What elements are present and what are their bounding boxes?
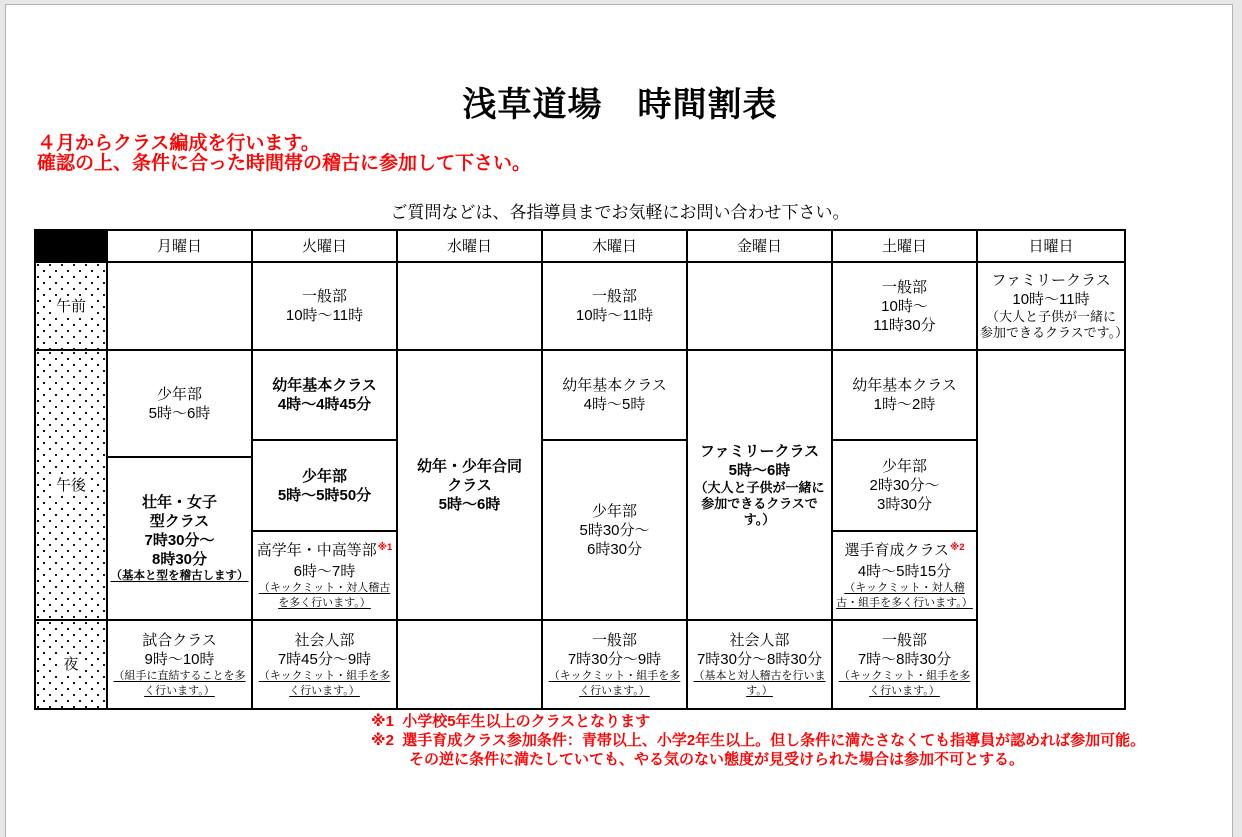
footnote-2: ※2 選手育成クラス参加条件：青帯以上、小学2年生以上。但し条件に満たさなくても指導員が認めれば参加可能。: [371, 732, 1146, 749]
cell-saturday-afternoon-2: 少年部 2時30分〜 3時30分: [833, 441, 978, 532]
document-page: [5, 4, 1233, 837]
cell-tuesday-afternoon-1: 幼年基本クラス 4時〜4時45分: [253, 351, 398, 441]
cell-tuesday-night: 社会人部 7時45分〜9時 （キックミット・組手を多く行います。）: [253, 621, 398, 710]
footnote-1: ※1 小学校5年生以上のクラスとなります: [371, 713, 651, 730]
notice-line-2: 確認の上、条件に合った時間帯の稽古に参加して下さい。: [37, 153, 532, 174]
header-friday: 金曜日: [688, 231, 833, 263]
cell-monday-morning-empty: [108, 263, 253, 351]
header-sunday: 日曜日: [978, 231, 1126, 263]
cell-friday-afternoon: ファミリークラス 5時〜6時 （大人と子供が一緒に参加できるクラスです。）: [688, 351, 833, 621]
header-corner-cell: [36, 231, 108, 263]
cell-friday-morning-empty: [688, 263, 833, 351]
cell-tuesday-afternoon-2: 少年部 5時〜5時50分: [253, 441, 398, 532]
period-night: 夜: [36, 621, 108, 710]
cell-monday-afternoon-1: 少年部 5時〜6時: [108, 351, 253, 458]
footnote-ref-1: ※1: [377, 541, 393, 553]
cell-friday-night: 社会人部 7時30分〜8時30分 （基本と対人稽古を行います。）: [688, 621, 833, 710]
cell-sunday-morning: ファミリークラス 10時〜11時 （大人と子供が一緒に参加できるクラスです。）: [978, 263, 1126, 351]
cell-sunday-afternoon-night-empty: [978, 351, 1126, 710]
cell-thursday-afternoon-1: 幼年基本クラス 4時〜5時: [543, 351, 688, 441]
page-title: 浅草道場 時間割表: [462, 86, 778, 124]
cell-saturday-afternoon-3: 選手育成クラス$^{※2}$ 4時〜5時15分 （キックミット・対人稽古・組手を多く行います。）: [833, 532, 978, 621]
timetable: [34, 229, 1129, 710]
cell-monday-night: 試合クラス 9時〜10時 （組手に直結することを多く行います。）: [108, 621, 253, 710]
period-morning: 午前: [36, 263, 108, 351]
header-thursday: 木曜日: [543, 231, 688, 263]
header-monday: 月曜日: [108, 231, 253, 263]
contact-note: ご質問などは、各指導員までお気軽にお問い合わせ下さい。: [390, 203, 850, 222]
cell-thursday-afternoon-2: 少年部 5時30分〜 6時30分: [543, 441, 688, 621]
header-wednesday: 水曜日: [398, 231, 543, 263]
cell-wednesday-afternoon: 幼年・少年合同 クラス 5時〜6時: [398, 351, 543, 621]
cell-wednesday-morning-empty: [398, 263, 543, 351]
period-afternoon: 午後: [36, 351, 108, 621]
cell-saturday-night: 一般部 7時〜8時30分 （キックミット・組手を多く行います。）: [833, 621, 978, 710]
cell-thursday-night: 一般部 7時30分〜9時 （キックミット・組手を多く行います。）: [543, 621, 688, 710]
footnote-ref-2: ※2: [950, 541, 965, 553]
cell-thursday-morning: 一般部 10時〜11時: [543, 263, 688, 351]
cell-monday-afternoon-2: 壮年・女子 型クラス 7時30分〜 8時30分 （基本と型を稽古します）: [108, 458, 253, 621]
notice-line-1: ４月からクラス編成を行います。: [37, 133, 320, 154]
header-saturday: 土曜日: [833, 231, 978, 263]
cell-wednesday-night-empty: [398, 621, 543, 710]
cell-tuesday-afternoon-3: 高学年・中高等部$^{※1}$ 6時〜7時 （キックミット・対人稽古を多く行います。）: [253, 532, 398, 621]
cell-saturday-morning: 一般部 10時〜 11時30分: [833, 263, 978, 351]
cell-tuesday-morning: 一般部 10時〜11時: [253, 263, 398, 351]
header-tuesday: 火曜日: [253, 231, 398, 263]
footnote-3: その逆に条件に満たしていても、やる気のない態度が見受けられた場合は参加不可とする。: [409, 751, 1025, 768]
cell-saturday-afternoon-1: 幼年基本クラス 1時〜2時: [833, 351, 978, 441]
